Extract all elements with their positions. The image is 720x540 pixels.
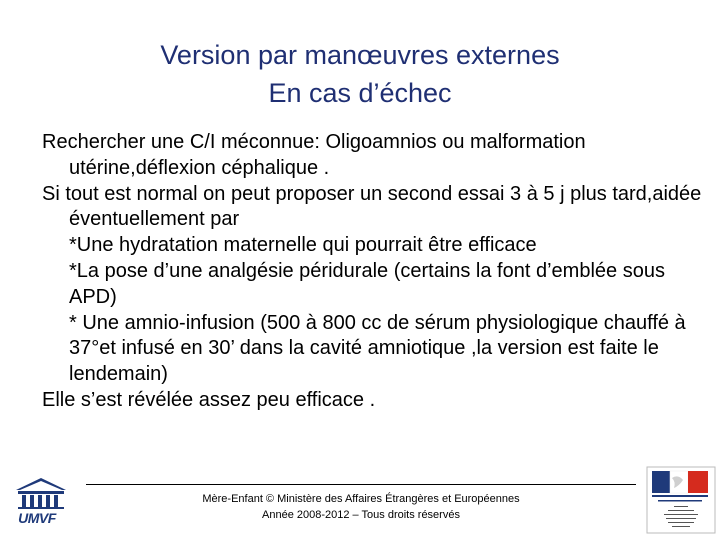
footer-line-1: Mère-Enfant © Ministère des Affaires Étrangères et Européennes [202, 493, 520, 505]
paragraph-contraindication: Rechercher une C/I méconnue: Oligoamnios ou malformation utérine,déflexion céphalique . [42, 131, 586, 179]
footer-line-2: Année 2008-2012 – Tous droits réservés [262, 509, 460, 521]
title-line-1: Version par manœuvres externes [160, 40, 560, 70]
paragraph-conclusion: Elle s’est révélée assez peu efficace . [42, 388, 376, 411]
option-epidural: *La pose d’une analgésie péridurale (certains la font d’emblée sous APD) [69, 259, 665, 308]
umvf-logo-text: UMVF [18, 510, 56, 526]
slide-body [42, 130, 702, 414]
option-hydration: *Une hydratation maternelle qui pourrait être efficace [69, 234, 537, 257]
ministry-logo-icon [646, 466, 716, 534]
option-amnioinfusion: * Une amnio-infusion (500 à 800 cc de sérum physiologique chauffé à 37°et infusé en 30’ dans la cavité amniotique ,la version est faite le lendemain) [69, 311, 686, 386]
footer-copyright [86, 491, 636, 523]
title-line-2: En cas d’échec [268, 78, 452, 108]
slide-title [0, 36, 720, 112]
footer-divider [86, 484, 636, 485]
paragraph-second-attempt: Si tout est normal on peut proposer un second essai 3 à 5 j plus tard,aidée éventuellement par [42, 182, 702, 231]
